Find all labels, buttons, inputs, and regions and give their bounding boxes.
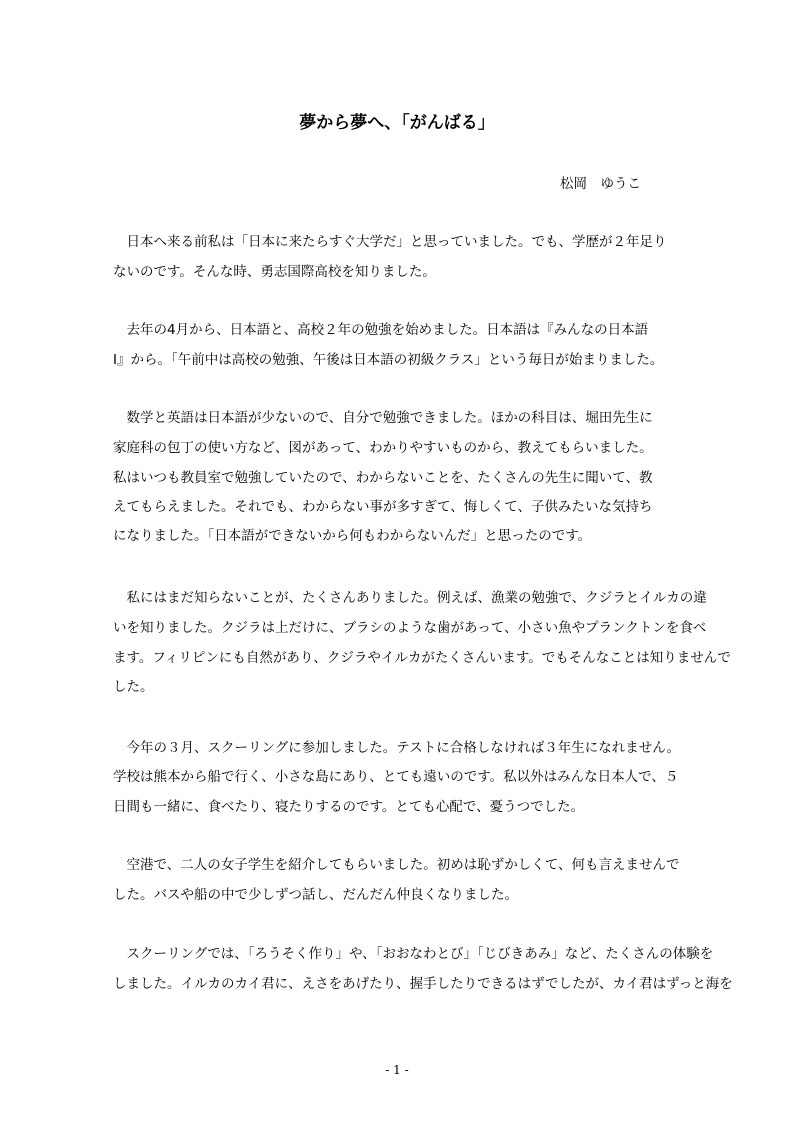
paragraph-2-line-1: 去年の4月から、日本語と、高校２年の勉強を始めました。日本語は『みんなの日本語 bbox=[113, 322, 649, 338]
paragraph-7-line-2: しました。イルカのカイ君に、えさをあげたり、握手したりできるはずでしたが、カイ君はずっと海を bbox=[113, 976, 733, 992]
paragraph-3-line-3: 私はいつも教員室で勉強していたので、わからないことを、たくさんの先生に聞いて、教 bbox=[113, 470, 653, 486]
paragraph-4-line-1: 私にはまだ知らないことが、たくさんありました。例えば、漁業の勉強で、クジラとイルカの違 bbox=[113, 590, 707, 606]
paragraph-7-line-1: スクーリングでは、「ろうそく作り」や、「おおなわとび」「じびきあみ」など、たくさんの体験を bbox=[113, 946, 714, 962]
paragraph-1-line-2: ないのです。そんな時、勇志国際高校を知りました。 bbox=[113, 264, 436, 280]
paragraph-2-line-2: Ⅰ』から。「午前中は高校の勉強、午後は日本語の初級クラス」という毎日が始まりました。 bbox=[113, 352, 664, 368]
paragraph-1-line-1: 日本へ来る前私は「日本に来たらすぐ大学だ」と思っていました。でも、学歴が２年足り bbox=[113, 234, 667, 250]
paragraph-3-line-1: 数学と英語は日本語が少ないので、自分で勉強できました。ほかの科目は、堀田先生に bbox=[113, 410, 653, 426]
paragraph-3-line-2: 家庭科の包丁の使い方など、図があって、わかりやすいものから、教えてもらいました。 bbox=[113, 440, 653, 456]
paragraph-6-line-1: 空港で、二人の女子学生を紹介してもらいました。初めは恥ずかしくて、何も言えませんで bbox=[113, 857, 680, 873]
paragraph-4-line-4: した。 bbox=[113, 679, 154, 695]
document-title: 夢から夢へ、「がんばる」 bbox=[299, 113, 495, 133]
page-number: - 1 - bbox=[385, 1063, 409, 1077]
paragraph-3-line-4: えてもらえました。それでも、わからない事が多すぎて、悔しくて、子供みたいな気持ち bbox=[113, 499, 653, 515]
paragraph-5-line-2: 学校は熊本から船で行く、小さな島にあり、とても遠いのです。私以外はみんな日本人で、５ bbox=[113, 769, 679, 785]
paragraph-3-line-5: になりました。「日本語ができないから何もわからないんだ」と思ったのです。 bbox=[113, 528, 592, 544]
paragraph-6-line-2: した。バスや船の中で少しずつ話し、だんだん仲良くなりました。 bbox=[113, 887, 518, 903]
paragraph-5-line-3: 日間も一緒に、食べたり、寝たりするのです。とても心配で、憂うつでした。 bbox=[113, 799, 585, 815]
paragraph-5-line-1: 今年の３月、スクーリングに参加しました。テストに合格しなければ３年生になれません。 bbox=[113, 740, 680, 756]
paragraph-4-line-2: いを知りました。クジラは上だけに、ブラシのような歯があって、小さい魚やプランクトンを食べ bbox=[113, 620, 707, 636]
paragraph-4-line-3: ます。フィリピンにも自然があり、クジラやイルカがたくさんいます。でもそんなことは知りませんで bbox=[113, 650, 731, 666]
author-name: 松岡 ゆうこ bbox=[560, 176, 641, 192]
